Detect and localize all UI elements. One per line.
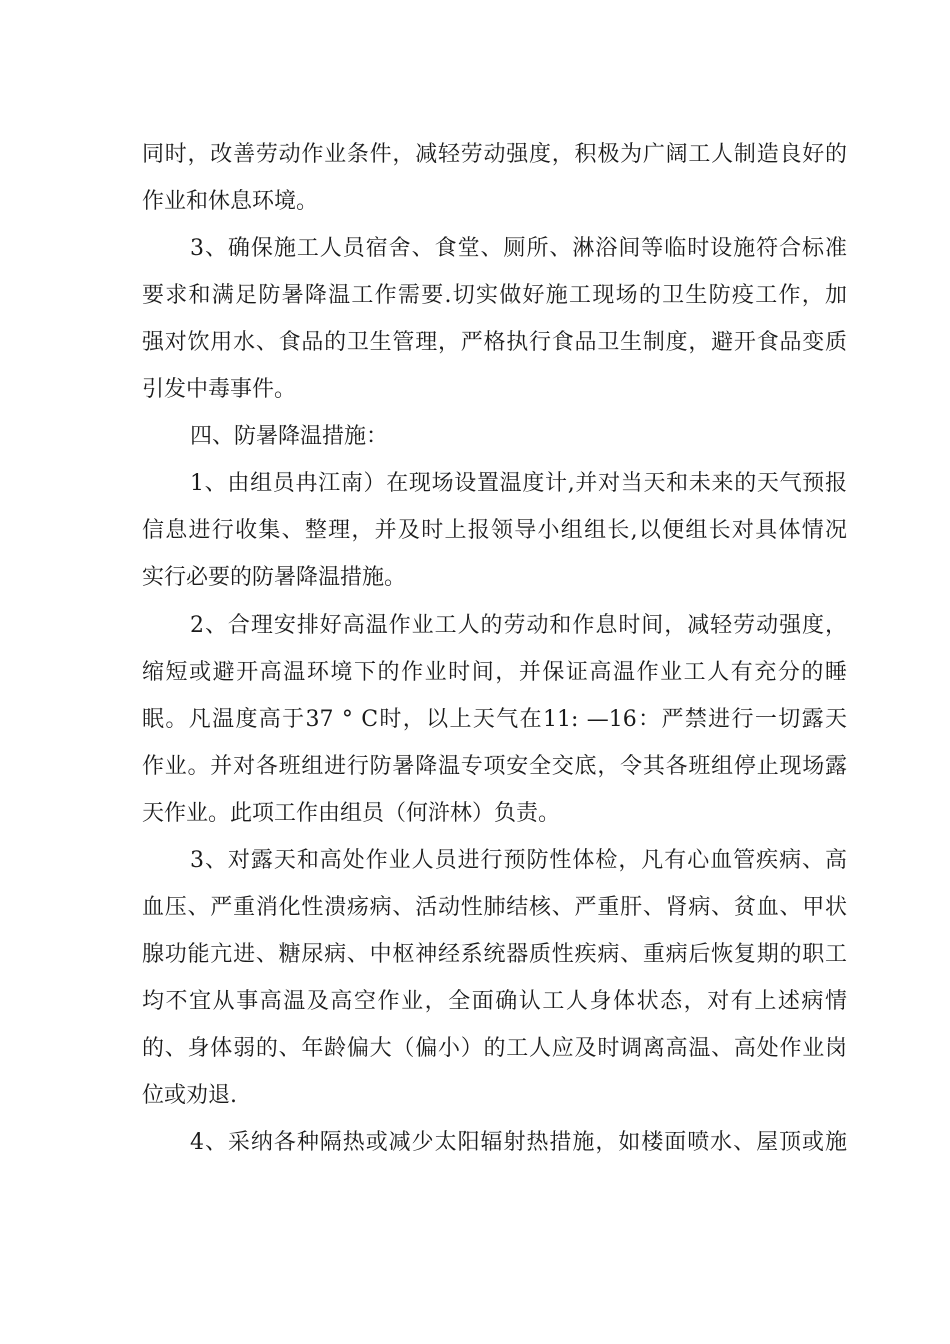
paragraph-line: 的、身体弱的、年龄偏大（偏小）的工人应及时调离高温、高处作业岗	[142, 1036, 847, 1061]
paragraph-line: 均不宜从事高温及高空作业，全面确认工人身体状态，对有上述病情	[142, 989, 847, 1014]
paragraph-line: 强对饮用水、食品的卫生管理，严格执行食品卫生制度，避开食品变质	[142, 330, 847, 355]
paragraph-line: 作业和休息环境。	[142, 189, 319, 214]
paragraph-line: 信息进行收集、整理，并及时上报领导小组组长,以便组长对具体情况	[142, 518, 847, 543]
paragraph-line: 引发中毒事件。	[142, 377, 297, 402]
paragraph-line: 3、确保施工人员宿舍、食堂、厕所、淋浴间等临时设施符合标准	[190, 236, 847, 261]
paragraph-line: 天作业。此项工作由组员（何浒林）负责。	[142, 801, 561, 826]
paragraph-line: 腺功能亢进、糖尿病、中枢神经系统器质性疾病、重病后恢复期的职工	[142, 942, 847, 967]
paragraph-line: 位或劝退.	[142, 1083, 237, 1108]
paragraph-line: 眠。凡温度高于37 ° C时，以上天气在11: —16：严禁进行一切露天	[142, 707, 847, 732]
paragraph-line: 同时，改善劳动作业条件，减轻劳动强度，积极为广阔工人制造良好的	[142, 142, 847, 167]
paragraph-line: 4、采纳各种隔热或减少太阳辐射热措施，如楼面喷水、屋顶或施	[190, 1130, 847, 1155]
paragraph-line: 1、由组员冉江南）在现场设置温度计,并对当天和未来的天气预报	[190, 471, 847, 496]
paragraph-line: 缩短或避开高温环境下的作业时间，并保证高温作业工人有充分的睡	[142, 660, 847, 685]
paragraph-line: 作业。并对各班组进行防暑降温专项安全交底，令其各班组停止现场露	[142, 754, 847, 779]
paragraph-line: 血压、严重消化性溃疡病、活动性肺结核、严重肝、肾病、贫血、甲状	[142, 895, 847, 920]
section-heading: 四、防暑降温措施：	[190, 424, 389, 449]
paragraph-line: 3、对露天和高处作业人员进行预防性体检，凡有心血管疾病、高	[190, 848, 847, 873]
paragraph-line: 实行必要的防暑降温措施。	[142, 565, 407, 590]
paragraph-line: 2、合理安排好高温作业工人的劳动和作息时间，减轻劳动强度，	[190, 613, 847, 638]
paragraph-line: 要求和满足防暑降温工作需要.切实做好施工现场的卫生防疫工作，加	[142, 283, 847, 308]
